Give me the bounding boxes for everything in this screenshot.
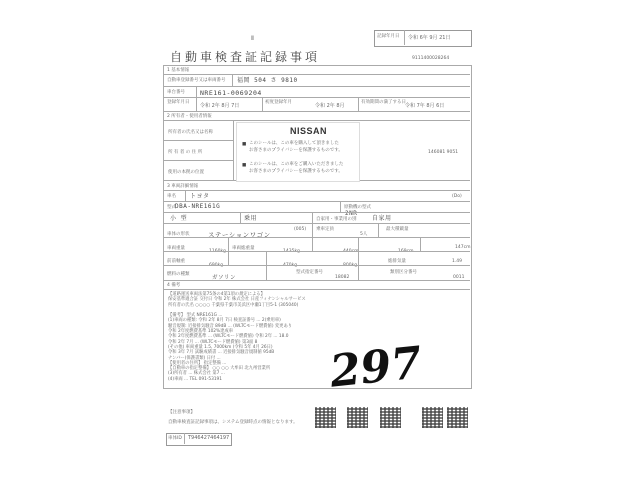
remarks-list: [168, 292, 306, 382]
divider: [358, 251, 359, 265]
notes-text: 自動車検査証記録事項は、システム登録時点の情報となります。: [168, 420, 298, 425]
divider: [163, 280, 470, 281]
divider: [163, 212, 470, 213]
notes-heading: 【注意事項】: [168, 410, 195, 415]
remarks-line: (その他) 車両重量 1.5, 7000km (令和 5年 4月 26日): [168, 344, 273, 350]
remarks-line: (4)車両 ... TEL 091-53191: [168, 376, 223, 382]
divider: [196, 86, 197, 97]
section-basic-heading: 1 基本情報: [167, 68, 190, 73]
divider: [196, 97, 197, 111]
chassis-label: 車台番号: [167, 90, 185, 95]
category-value: 0011: [453, 275, 465, 280]
engine-type-label: 原動機の型式: [344, 205, 371, 210]
expiry-value: 令和 7年 8月 6日: [405, 103, 445, 109]
divider: [163, 120, 470, 121]
bullet-icon: ■: [242, 142, 247, 147]
divider: [163, 190, 470, 191]
remarks-line: 【備考】 型式 NRE161G ...: [168, 313, 223, 319]
remarks-line: 騒音規制: 近接排気騒音 89dB ... (WLTCモード燃費値) 変更あり: [168, 323, 293, 329]
owner-ref-number: 146081 9051: [428, 150, 459, 155]
engine-type-value: 2NR: [345, 210, 358, 217]
divider: [358, 265, 359, 280]
remarks-line: 令和 2年度燃費基準 ... (WLTCモード燃費値) 令和 2年 ... 18.0: [168, 334, 289, 340]
divider: [163, 111, 470, 112]
issue-date-divider: [404, 30, 405, 45]
qr-code-icon: [380, 407, 401, 428]
chassis-value: NRE161-0069204: [200, 89, 262, 97]
maker-value: トヨタ: [190, 193, 210, 200]
notice-line: お客さまのプライバシーを保護するものです。: [249, 169, 343, 174]
expiry-label: 有効期間の満了する日: [361, 100, 406, 105]
divider: [228, 251, 229, 265]
divider: [312, 223, 313, 237]
divider: [378, 223, 379, 237]
section-owner-heading: 2 所有者・使用者情報: [167, 114, 212, 119]
category-label: 類別区分番号: [390, 270, 417, 275]
remarks-line: 【自動車の指定整備】 ○○ ○○ 大牟田 北九州営業所: [168, 366, 271, 372]
owner-name-label: 所有者の氏名又は名称: [168, 130, 213, 135]
purpose-value: 乗用: [244, 215, 258, 222]
remarks-line: (3)所有者 ... 株式会社 第7 ...: [168, 371, 225, 377]
remarks-line: 令和 2年 7月 ... (WLTCモード燃費値) 第3面 8: [168, 339, 258, 345]
divider: [185, 190, 186, 201]
divider: [340, 201, 341, 212]
divider: [163, 74, 470, 75]
reg-number-label: 自動車登録番号又は車両番号: [167, 78, 226, 83]
qr-code-icon: [347, 407, 368, 428]
remarks-line: 所有者の氏名 ○○○○ 千葉県千葉市美浜区中瀬1丁目5-1 (305040): [168, 302, 299, 308]
reg-number-value: 福岡 504 さ 9810: [237, 77, 298, 84]
divider: [233, 120, 234, 180]
issue-date-value: 令和 6年 9月 21日: [408, 35, 451, 41]
divider: [420, 237, 421, 251]
max-load-label: 最大積載量: [386, 227, 409, 232]
body-code: (005): [294, 227, 307, 232]
fuel-label: 燃料の種類: [167, 272, 190, 277]
qr-code-icon: [422, 407, 443, 428]
divider: [228, 237, 229, 251]
notice-line: お客さまのプライバシーを保護するものです。: [249, 148, 343, 153]
divider: [240, 212, 241, 223]
divider: [312, 237, 313, 251]
reg-date-label: 登録年月日: [167, 100, 190, 105]
divider: [163, 160, 233, 161]
use-label: 自家用・事業用の別: [316, 217, 357, 222]
divider: [163, 140, 233, 141]
class-value: 小 型: [170, 215, 188, 222]
weight-value: 1160kg: [209, 249, 226, 254]
capacity-label: 乗車定員: [316, 227, 334, 232]
remarks-line: 保安基準適合証 交付日 令和 2年 株式会社 日産フィナンシャルサービス: [168, 297, 306, 303]
divider: [163, 265, 470, 266]
top-mark: Ⅱ: [251, 35, 254, 42]
qr-code-icon: [315, 407, 336, 428]
weight-label: 車両重量: [167, 246, 185, 251]
axle-value: 690kg: [209, 263, 224, 268]
section-vehicle-heading: 3 車両詳細情報: [167, 184, 199, 189]
first-reg-value: 令和 2年 8月 7日: [200, 103, 240, 109]
vehicle-id-label: 車体ID: [168, 436, 182, 441]
remarks-line: 【道路運送車両法第75条の4第1項の規定による】: [168, 292, 265, 297]
remarks-line: 【使用者の住所】 指定整備 ...: [168, 360, 227, 366]
fuel-value: ガソリン: [212, 275, 237, 281]
divider: [163, 223, 470, 224]
doc-number: 9111400028264: [412, 56, 450, 61]
axle-label: 前前軸重: [167, 259, 185, 264]
divider: [163, 289, 470, 290]
divider: [266, 265, 267, 280]
section-remarks-heading: 4 備考: [167, 283, 181, 288]
first-reg-label: 初度登録年月: [265, 100, 292, 105]
body-label: 車体の形状: [167, 232, 190, 237]
remarks-line: ナンバー(保護書類) 日付 ...: [168, 355, 221, 361]
divider: [312, 212, 313, 223]
use-value: 自家用: [372, 215, 392, 222]
extra-small: (Do): [452, 194, 462, 199]
total-weight-label: 車両総重量: [232, 246, 255, 251]
divider: [184, 433, 185, 444]
owner-address-label: 所 有 者 の 住 所: [168, 150, 203, 155]
vehicle-id-value: T946427464197: [188, 435, 230, 441]
total-weight-value: 1435kg: [283, 249, 300, 254]
rear-axle-value: 470kg: [283, 263, 298, 268]
capacity-value: 5人: [360, 232, 368, 237]
divider: [163, 201, 470, 202]
issue-date-label: 記録年月日: [377, 34, 400, 39]
remarks-line: 令和 2年度燃費基準 102%達成車: [168, 329, 234, 335]
model-label: 型式: [167, 205, 176, 210]
divider: [163, 86, 470, 87]
height-value: 147cm: [455, 245, 471, 250]
divider: [163, 251, 470, 252]
divider: [358, 97, 359, 111]
body-value: ステーションワゴン: [208, 231, 271, 239]
width-value: 169cm: [398, 249, 414, 254]
type-approval-value: 18082: [335, 275, 350, 280]
notice-line: このシールは、この車を購入して頂きました: [249, 141, 339, 146]
qr-code-icon: [447, 407, 468, 428]
page-title: 自動車検査証記録事項: [170, 50, 321, 64]
handwritten-number: 297: [327, 337, 425, 398]
reg-date-value: 令和 2年 8月: [315, 103, 345, 109]
divider: [262, 97, 263, 111]
displacement-value: 1.49: [452, 259, 463, 264]
notice-line: このシールは、この車をご購入いただきました: [249, 162, 344, 167]
type-approval-label: 型式指定番号: [296, 270, 323, 275]
divider: [232, 74, 233, 86]
remarks-line: 令和 3年 7月 試験成績書 ... 近接排気騒音規制値 95dB: [168, 350, 275, 356]
divider: [163, 97, 470, 98]
displacement-label: 総排気量: [388, 259, 406, 264]
privacy-seal: [236, 122, 360, 182]
maker-label: 車名: [167, 194, 176, 199]
bullet-icon: ■: [242, 163, 247, 168]
length-value: 440cm: [343, 249, 359, 254]
divider: [266, 251, 267, 265]
divider: [163, 237, 470, 238]
nissan-logo: NISSAN: [290, 126, 328, 136]
tire-value: 800kg: [343, 263, 358, 268]
model-value: DBA-NRE161G: [175, 203, 221, 210]
remarks-line: (1)車両の種類: 令和 2年 8月 7日 検査証番号 ... 2(乗用車): [168, 318, 281, 324]
user-address-label: 使用の本拠の位置: [168, 170, 204, 175]
divider: [358, 237, 359, 251]
